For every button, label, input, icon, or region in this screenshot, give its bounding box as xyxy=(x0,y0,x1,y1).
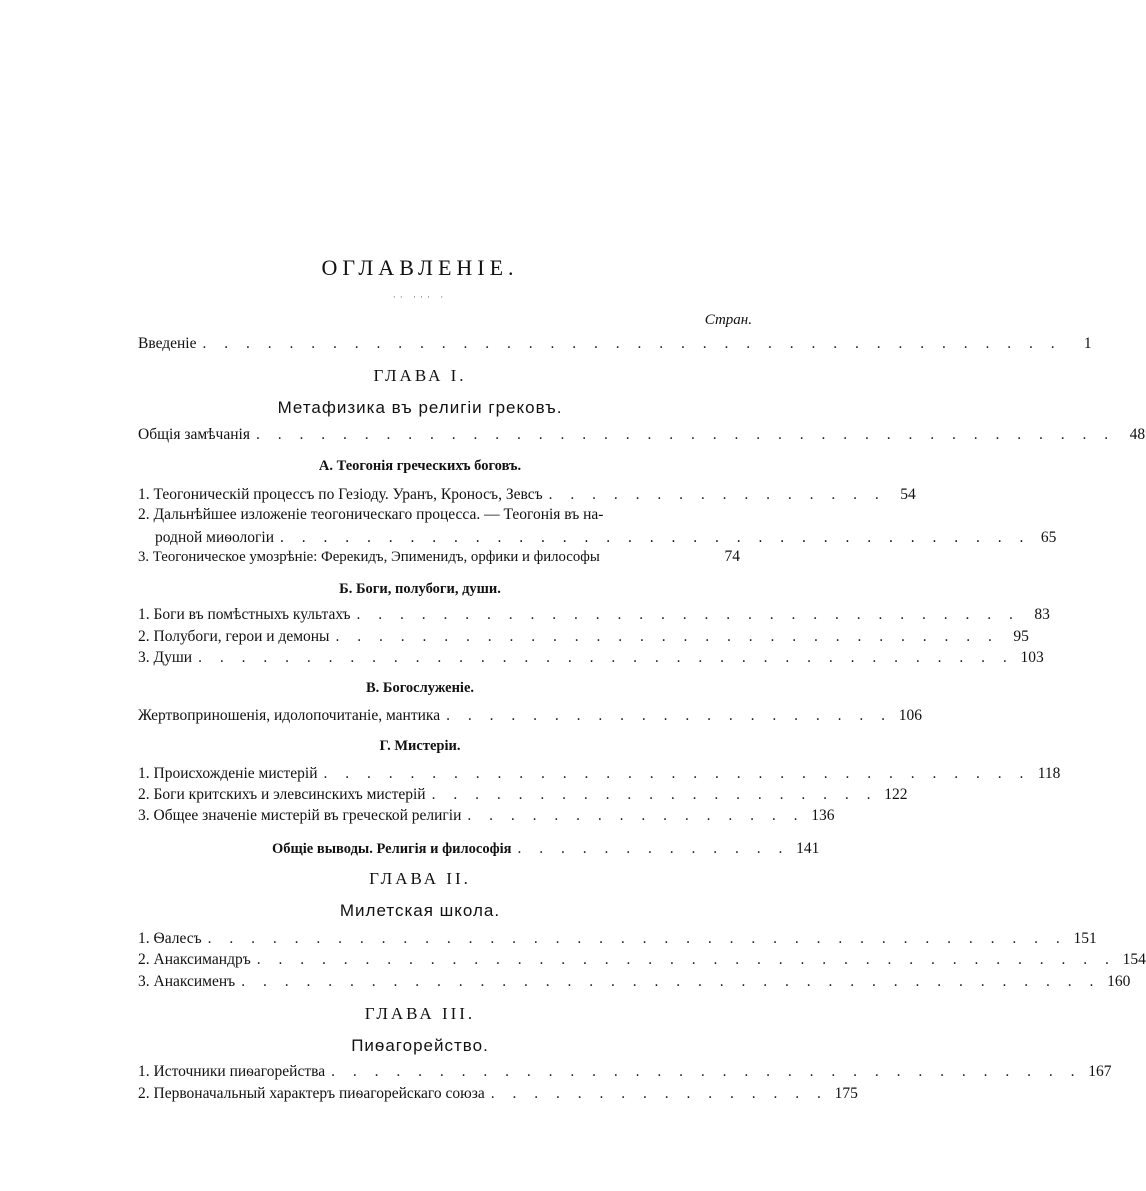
toc-entry-intro xyxy=(138,332,1092,354)
leader-dots: . . . . . . . . . . . . . . . . . . . . . . . . . . . . . . . xyxy=(356,606,1020,623)
entry-label: Общіе выводы. Религія и философія xyxy=(272,841,512,857)
toc-entry xyxy=(138,1082,858,1104)
toc-entry xyxy=(138,927,1097,949)
page-column-header: Стран. xyxy=(704,312,752,328)
entry-label: 2. Боги критскихъ и элевсинскихъ мистерій xyxy=(138,786,426,803)
toc-entry-continuation xyxy=(155,525,1057,547)
chapter-2-title: Милетская школа. xyxy=(339,901,501,920)
entry-page: 141 xyxy=(796,840,820,857)
toc-entry xyxy=(138,762,1061,784)
entry-label: 3. Общее значеніе мистерій въ греческой религіи xyxy=(138,807,462,824)
entry-page: 136 xyxy=(811,807,835,824)
toc-entry xyxy=(138,970,1131,992)
chapter-2-heading: ГЛАВА II. xyxy=(369,869,471,888)
chapter-1-title: Метафизика въ религіи грековъ. xyxy=(277,398,563,417)
leader-dots: . . . . . . . . . . . . . . . . . . . . . . . . . . . . . . . . . xyxy=(323,765,1031,782)
chapter-1-heading: ГЛАВА I. xyxy=(373,366,467,385)
title-ornament: ·· ··· · xyxy=(392,292,448,302)
entry-page: 95 xyxy=(1013,628,1029,645)
toc-entry xyxy=(138,948,1146,970)
leader-dots: . . . . . . . . . . . . . . . . . . . . . . . . . . . . . . . . . . . . . . . . xyxy=(202,335,1062,352)
chapter-3-title: Пиѳагорейство. xyxy=(351,1036,489,1055)
entry-page: 118 xyxy=(1037,765,1061,782)
entry-page: 103 xyxy=(1020,649,1044,666)
entry-label: 2. Полубоги, герои и демоны xyxy=(138,628,330,645)
section-a-title: А. Теогонія греческихъ боговъ. xyxy=(318,458,522,474)
toc-entry xyxy=(138,483,916,505)
entry-label: Жертвоприношенія, идолопочитаніе, мантика xyxy=(138,707,441,724)
leader-dots: . . . . . . . . . . . . . . . . xyxy=(548,486,886,503)
entry-label: 1. Ѳалесъ xyxy=(138,930,202,947)
toc-entry xyxy=(138,704,922,726)
leader-dots: . . . . . . . . . . . . . . . . xyxy=(467,807,805,824)
leader-dots: . . . . . . . . . . . . . . . . . . . . . . . . . . . . . . . . . . . . . . xyxy=(198,649,1014,666)
section-v-title: В. Богослуженіе. xyxy=(365,680,475,696)
page-title: ОГЛАВЛЕНІЕ. xyxy=(321,255,519,280)
entry-page: 175 xyxy=(834,1085,858,1102)
entry-label: 1. Источники пиѳагорейства xyxy=(138,1063,326,1080)
leader-dots: . . . . . . . . . . . . . . . . xyxy=(490,1085,828,1102)
entry-label: родной миѳологіи xyxy=(155,529,274,546)
entry-page: 48 xyxy=(1129,426,1146,443)
entry-label: 3. Души xyxy=(138,649,193,666)
leader-dots: . . . . . . . . . . . . . . . . . . . . . xyxy=(446,707,892,724)
leader-dots: . . . . . . . . . . . . . . . . . . . . . . . . . . . . . . . . . . . . . . . . xyxy=(207,930,1067,947)
toc-entry xyxy=(138,1060,1112,1082)
entry-page: 167 xyxy=(1088,1063,1112,1080)
entry-page: 65 xyxy=(1040,529,1057,546)
entry-page: 106 xyxy=(898,707,922,724)
chapter-3-heading: ГЛАВА III. xyxy=(364,1004,476,1023)
entry-label: 3. Анаксименъ xyxy=(138,973,236,990)
entry-label: 1. Происхожденіе мистерій xyxy=(138,765,318,782)
entry-label: 2. Анаксимандръ xyxy=(138,951,251,968)
entry-page: 74 xyxy=(724,548,740,565)
leader-dots: . . . . . . . . . . . . . . . . . . . . . xyxy=(431,786,878,803)
section-b-title: Б. Боги, полубоги, души. xyxy=(339,581,501,597)
leader-dots: . . . . . . . . . . . . . . . . . . . . . . . . . . . . . . . . . . . . . . . . xyxy=(241,973,1101,990)
entry-label: Введеніе xyxy=(138,335,197,352)
toc-entry xyxy=(138,783,908,805)
toc-entry-conclusion xyxy=(272,837,820,859)
toc-entry xyxy=(138,646,1044,668)
entry-page: 122 xyxy=(884,786,908,803)
entry-page: 151 xyxy=(1073,930,1097,947)
entry-page: 160 xyxy=(1107,973,1131,990)
leader-dots: . . . . . . . . . . . . . . . . . . . . . . . . . . . . . . . . . . . . . . . . xyxy=(256,951,1116,968)
entry-label: 1. Боги въ помѣстныхъ культахъ xyxy=(138,606,351,623)
toc-entry xyxy=(138,503,740,525)
entry-page: 54 xyxy=(900,486,916,503)
leader-dots: . . . . . . . . . . . . . xyxy=(517,840,790,857)
entry-label: 2. Первоначальный характеръ пиѳагорейскаго союза xyxy=(138,1085,485,1102)
leader-dots: . . . . . . . . . . . . . . . . . . . . . . . . . . . . . . . xyxy=(335,628,999,645)
entry-label: 2. Дальнѣйшее изложеніе теогоническаго процесса. — Теогонія въ на- xyxy=(138,506,604,523)
toc-entry xyxy=(138,625,1029,647)
toc-entry xyxy=(138,545,740,567)
entry-label: 3. Теогоническое умозрѣніе: Ферекидъ, Эпименидъ, орфики и философы xyxy=(138,549,600,565)
entry-label: Общія замѣчанія xyxy=(138,426,250,443)
entry-page: 83 xyxy=(1034,606,1050,623)
entry-page: 1 xyxy=(1083,335,1092,352)
toc-entry xyxy=(138,603,1050,625)
leader-dots: . . . . . . . . . . . . . . . . . . . . . . . . . . . . . . . . . . . . . . . . xyxy=(255,426,1116,443)
toc-entry xyxy=(138,423,1146,445)
entry-page: 154 xyxy=(1122,951,1146,968)
leader-dots: . . . . . . . . . . . . . . . . . . . . . . . . . . . . . . . . . . . xyxy=(280,529,1031,546)
section-g-title: Г. Мистеріи. xyxy=(379,738,461,754)
toc-entry xyxy=(138,804,835,826)
entry-label: 1. Теогоническій процессъ по Гезіоду. Уранъ, Кроносъ, Зевсъ xyxy=(138,486,543,503)
leader-dots: . . . . . . . . . . . . . . . . . . . . . . . . . . . . . . . . . . . xyxy=(331,1063,1082,1080)
